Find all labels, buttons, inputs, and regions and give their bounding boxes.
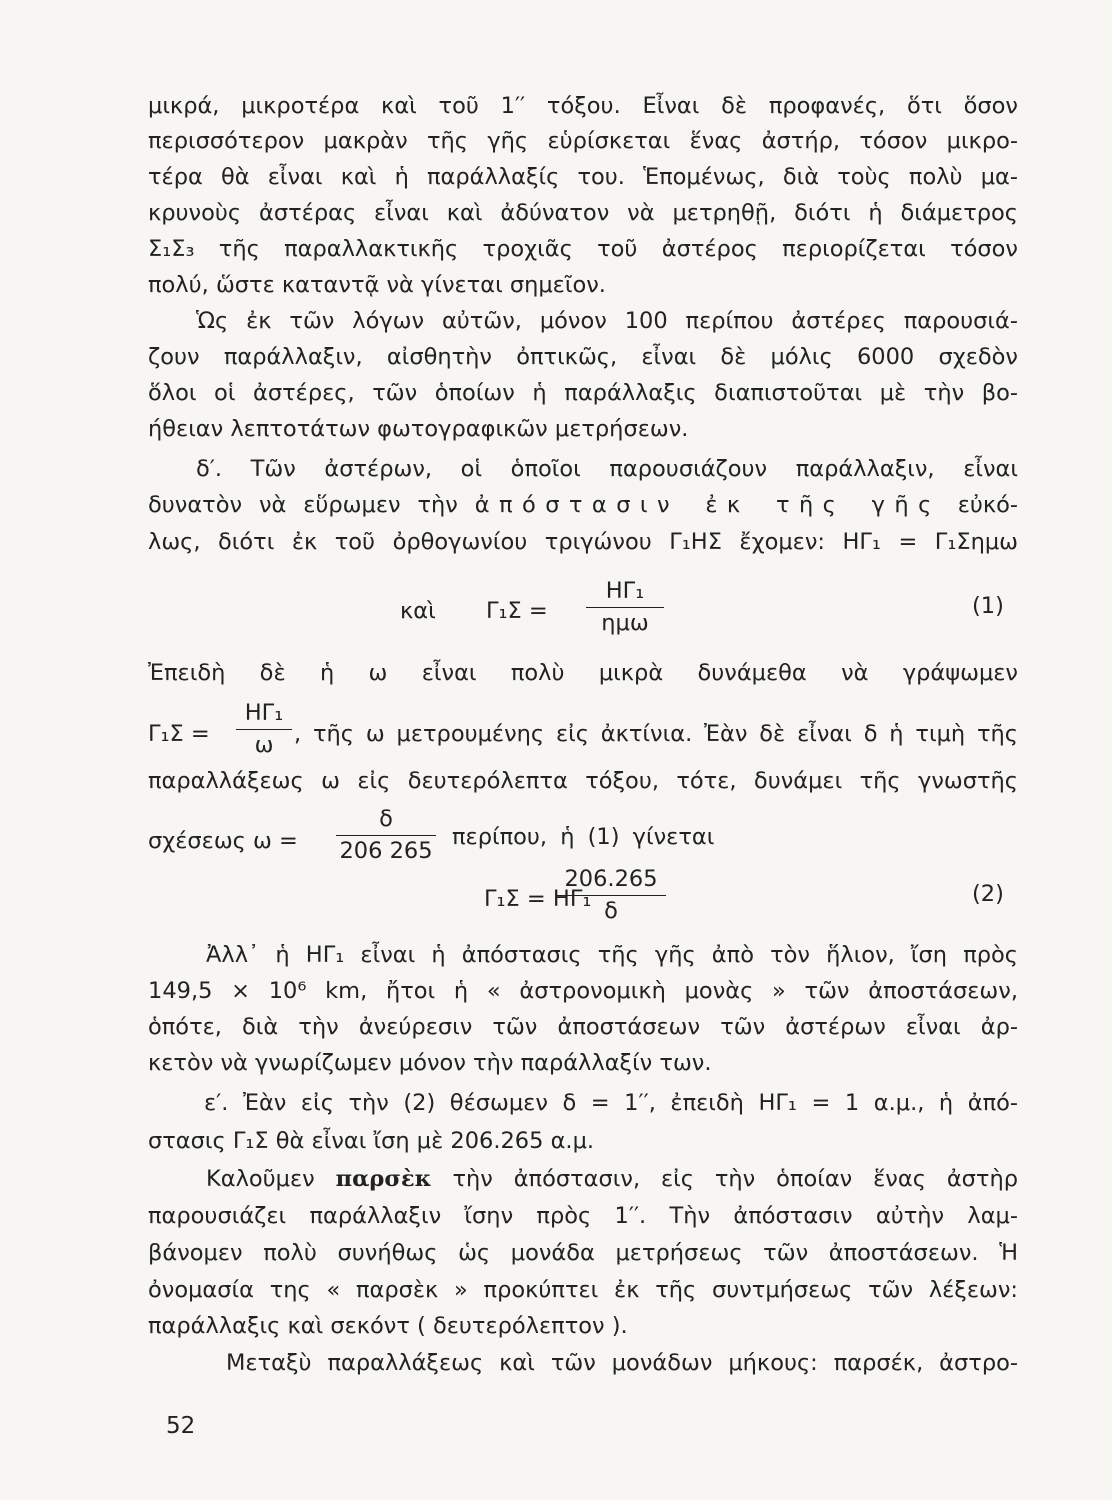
- text-line: κετὸν νὰ γνωρίζωμεν μόνον τὴν παράλλαξίν των.: [148, 1050, 712, 1076]
- text-line: παράλλαξις καὶ σεκόντ ( δευτερόλεπτον ).: [148, 1313, 628, 1339]
- page-number: 52: [166, 1413, 196, 1439]
- fraction-4: [556, 868, 666, 922]
- text-line: ήθειαν λεπτοτάτων φωτογραφικῶν μετρήσεων.: [148, 416, 689, 442]
- formula-lhs: σχέσεως ω =: [148, 828, 298, 854]
- text-line: πολύ, ὥστε καταντᾷ νὰ γίνεται σημεῖον.: [148, 272, 606, 298]
- text-line: περισσότερον μακρὰν τῆς γῆς εὑρίσκεται ἕνας ἀστήρ, τόσον μικρο-: [148, 128, 1018, 154]
- fraction-1: [586, 580, 664, 634]
- denominator: ω: [254, 731, 274, 758]
- text-line: [148, 494, 1018, 517]
- text-line: ὅλοι οἱ ἀστέρες, τῶν ὁποίων ἡ παράλλαξις διαπιστοῦται μὲ τὴν βο-: [148, 380, 1018, 406]
- text-line: περίπου, ἡ (1) γίνεται: [452, 824, 715, 850]
- spaced-emphasis: ἀπόστασιν ἐκ τῆς γῆς: [474, 492, 941, 518]
- text-span: δυνατὸν νὰ εὕρωμεν τὴν: [148, 492, 458, 518]
- text-line: Ἀλλ᾽ ἡ ΗΓ₁ εἶναι ἡ ἀπόστασις τῆς γῆς ἀπὸ τὸν ἥλιον, ἴση πρὸς: [206, 942, 1018, 968]
- equation-number: (2): [972, 881, 1004, 907]
- text-line: ὀνομασία της « παρσὲκ » προκύπτει ἐκ τῆς συντμήσεως τῶν λέξεων:: [148, 1277, 1018, 1303]
- text-line: μικρά, μικροτέρα καὶ τοῦ 1′′ τόξου. Εἶναι δὲ προφανές, ὅτι ὅσον: [148, 93, 1018, 119]
- denominator: 206 265: [339, 837, 433, 864]
- text-span: εὐκό-: [957, 492, 1019, 518]
- equation-number: (1): [972, 593, 1004, 619]
- numerator: 206.265: [564, 866, 658, 892]
- denominator: δ: [604, 897, 618, 924]
- text-line: παρουσιάζει παράλλαξιν ἴσην πρὸς 1′′. Τὴν ἀπόστασιν αὐτὴν λαμ-: [148, 1203, 1018, 1229]
- text-line: Ὡς ἐκ τῶν λόγων αὐτῶν, μόνον 100 περίπου ἀστέρες παρουσιά-: [196, 308, 1018, 334]
- numerator: ΗΓ₁: [605, 578, 645, 604]
- text-span: Καλοῦμεν: [206, 1166, 315, 1192]
- formula-lhs: Γ₁Σ = ΗΓ₁: [484, 886, 592, 912]
- formula-lhs: Γ₁Σ =: [486, 598, 548, 624]
- text-line: ὁπότε, διὰ τὴν ἀνεύρεσιν τῶν ἀποστάσεων τῶν ἀστέρων εἶναι ἀρ-: [148, 1014, 1018, 1040]
- text-line: τέρα θὰ εἶναι καὶ ἡ παράλλαξίς του. Ἑπομένως, διὰ τοὺς πολὺ μα-: [148, 164, 1018, 190]
- fraction-2: [236, 702, 292, 756]
- text-line: [206, 1168, 1018, 1191]
- denominator: ημω: [601, 609, 649, 636]
- text-span: τὴν ἀπόστασιν, εἰς τὴν ὁποίαν ἕνας ἀστὴρ: [452, 1166, 1018, 1192]
- text-line: κρυνοὺς ἀστέρας εἶναι καὶ ἀδύνατον νὰ μετρηθῇ, διότι ἡ διάμετρος: [148, 200, 1018, 226]
- text-line: , τῆς ω μετρουμένης εἰς ἀκτίνια. Ἐὰν δὲ εἶναι δ ἡ τιμὴ τῆς: [294, 721, 1018, 747]
- formula-word: καὶ: [400, 598, 436, 624]
- numerator: δ: [379, 806, 393, 832]
- numerator: ΗΓ₁: [244, 700, 284, 726]
- text-line: στασις Γ₁Σ θὰ εἶναι ἴση μὲ 206.265 α.μ.: [148, 1128, 595, 1154]
- keyword-parsec: παρσὲκ: [335, 1166, 432, 1192]
- fraction-3: [336, 808, 436, 862]
- text-line: Μεταξὺ παραλλάξεως καὶ τῶν μονάδων μήκους: παρσέκ, ἀστρο-: [226, 1350, 1018, 1376]
- text-line: Ἐπειδὴ δὲ ἡ ω εἶναι πολὺ μικρὰ δυνάμεθα νὰ γράψωμεν: [148, 660, 1018, 686]
- text-line: 149,5 × 10⁶ km, ἤτοι ἡ « ἀστρονομικὴ μονὰς » τῶν ἀποστάσεων,: [148, 978, 1018, 1004]
- text-line: βάνομεν πολὺ συνήθως ὡς μονάδα μετρήσεως τῶν ἀποστάσεων. Ἡ: [148, 1240, 1018, 1266]
- text-line: λως, διότι ἐκ τοῦ ὀρθογωνίου τριγώνου Γ₁ΗΣ ἔχομεν: ΗΓ₁ = Γ₁Σημω: [148, 529, 1018, 555]
- text-line: δ′. Τῶν ἀστέρων, οἱ ὁποῖοι παρουσιάζουν παράλλαξιν, εἶναι: [196, 456, 1018, 482]
- text-line: Σ₁Σ₃ τῆς παραλλακτικῆς τροχιᾶς τοῦ ἀστέρος περιορίζεται τόσον: [148, 236, 1018, 262]
- text-line: παραλλάξεως ω εἰς δευτερόλεπτα τόξου, τότε, δυνάμει τῆς γνωστῆς: [148, 768, 1018, 794]
- text-line: ζουν παράλλαξιν, αἰσθητὴν ὀπτικῶς, εἶναι δὲ μόλις 6000 σχεδὸν: [148, 344, 1018, 370]
- text-line: ε′. Ἐὰν εἰς τὴν (2) θέσωμεν δ = 1′′, ἐπειδὴ ΗΓ₁ = 1 α.μ., ἡ ἀπό-: [204, 1090, 1018, 1116]
- formula-lhs: Γ₁Σ =: [148, 721, 210, 747]
